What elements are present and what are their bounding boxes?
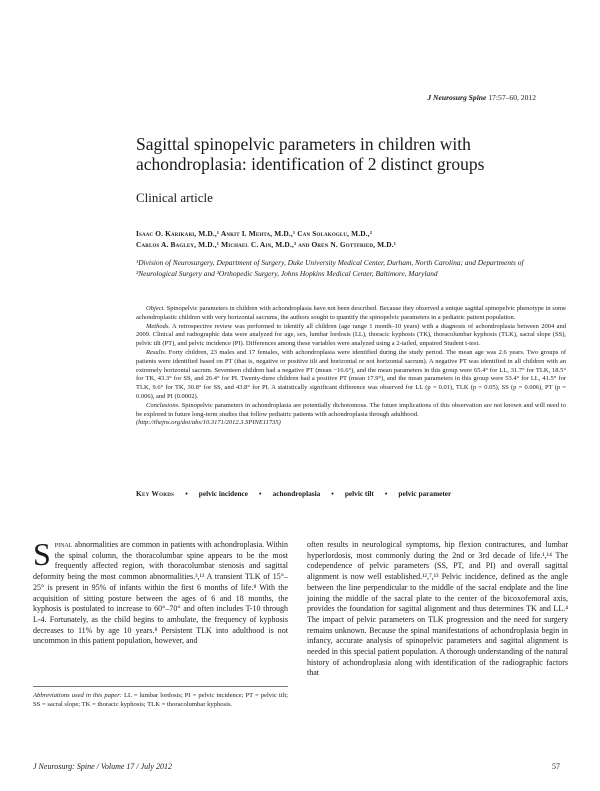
- running-head: [427, 93, 536, 102]
- affiliations: ¹Division of Neurosurgery, Department of Surgery, Duke University Medical Center, Durham, North Carolina; and Departments of ²Neurological Surgery and ³Orthopedic Surgery, Johns Hopkins Medical Center, Baltimore, Maryland: [136, 258, 524, 278]
- author-line-2: Carlos A. Bagley, M.D.,¹ Michael C. Ain, M.D.,³ and Oren N. Gottfried, M.D.¹: [136, 240, 397, 249]
- body-column-left: [33, 536, 288, 647]
- running-head-citation: 17:57–60, 2012: [488, 93, 536, 102]
- page-number: 57: [552, 762, 560, 771]
- abstract-object: [136, 305, 566, 323]
- abstract-methods-text: A retrospective review was performed to identify all children (age range 1 month–10 years) with a diagnosis of achondroplasia between 2004 and 2009. Clinical and radiographic data were analyzed for age, sex, lumbar lordosis (LL), thoracic kyphosis (TK), thoracolumbar kyphosis (TLK), sacral slope (SS), pelvic tilt (PT), and pelvic incidence (PI). Differences among these variables were analyzed using a 2-tailed, unpaired Student t-test.: [136, 322, 566, 348]
- bullet-separator: •: [384, 489, 388, 498]
- abstract-conclusions-text: Spinopelvic parameters in achondroplasia are potentially dichotomous. The future implications of this observation are not known and will need to be explored in future long-term studies that follow pediatric patients with achondroplasia through adulthood.: [136, 401, 566, 418]
- keyword: achondroplasia: [272, 489, 321, 498]
- keywords: [136, 488, 556, 499]
- abstract-results-text: Forty children, 23 males and 17 females, with achondroplasia were identified during the study period. The mean age was 2.6 years. Two groups of patients were identified based on PT (that is, negative or positive tilt and horizontal or not horizontal sacrum). A negative PT was identified in all children with an extremely horizontal sacrum. Seventeen children had a negative PT (mean −16.6°), and the mean parameters in this group were 65.4° for LL, 31.7° for TLK, 18.5° for TK, 43.3° for SS, and 26.4° for PI. Twenty-three children had a positive PT (mean 17.9°), and the mean parameters in this group were 53.4° for LL, 41.5° for TLK, 9.6° for TK, 30.8° for SS, and 43.8° for PI. A statistically significant difference was observed for LL (p = 0.01), TLK (p = 0.05), SS (p = 0.006), PT (p = 0.006), and PI (0.0002).: [136, 348, 567, 400]
- author-line-1: Isaac O. Karikari, M.D.,¹ Ankit I. Mehta, M.D.,¹ Can Solakoglu, M.D.,²: [136, 229, 373, 238]
- keyword: pelvic incidence: [198, 489, 249, 498]
- running-head-journal: J Neurosurg Spine: [427, 93, 487, 102]
- drop-cap: S: [33, 536, 51, 572]
- section-label: Clinical article: [136, 190, 213, 205]
- abstract-methods-head: Methods.: [146, 322, 171, 330]
- author-list: [136, 228, 566, 250]
- abstract-results: [136, 349, 566, 402]
- footnote-divider: [33, 686, 288, 687]
- abstract: [136, 305, 566, 428]
- bullet-separator: •: [331, 489, 334, 498]
- body-paragraph: often results in neurological symptoms, hip flexion contractures, and lumbar hyperlordosis, most commonly during the 2nd or 3rd decade of life.¹,¹⁴ The codependence of pelvic parameters (SS, PT, and PI) and overall sagittal alignment is now well established.¹²,⁷,¹³ Pelvic incidence, defined as the angle between the line perpendicular to the middle of the sacral endplate and the line joining the middle of the sacral plate to the center of the bicoxofemoral axis, provides the foundation for sagittal alignment and thus determines TK and LL.⁴ The impact of pelvic parameters on TLK progression and the need for surgery remains unknown. Because the spinal manifestations of achondroplasia begin in infancy, accurate analysis of spinopelvic parameters and sagittal alignment is needed in this special patient population. A thorough understanding of the natural history of achondroplasia along with identification of the radiographic factors that: [307, 540, 568, 678]
- abstract-conclusions: [136, 402, 566, 420]
- abstract-conclusions-head: Conclusions.: [146, 401, 180, 409]
- footer-journal: J Neurosurg: Spine / Volume 17 / July 2012: [33, 762, 172, 771]
- lead-in: pinal: [54, 540, 73, 549]
- body-paragraph: [33, 536, 288, 647]
- keywords-label: Key Words: [136, 489, 175, 498]
- bullet-separator: •: [259, 489, 262, 498]
- abstract-methods: [136, 323, 566, 349]
- abstract-object-head: Object.: [146, 305, 165, 312]
- abbreviations-text: LL = lumbar lordosis; PI = pelvic incidence; PT = pelvic tilt; SS = sacral slope; TK = thoracic kyphosis; TLK = thoracolumbar kyphosis.: [33, 692, 288, 708]
- bullet-separator: •: [185, 489, 188, 498]
- article-title: Sagittal spinopelvic parameters in children with achondroplasia: identification of 2 distinct groups: [136, 134, 485, 174]
- body-text: abnormalities are common in patients with achondroplasia. Within the spinal column, the thoracolumbar spine appears to be the most frequently affected region, with thoracolumbar stenosis and sagittal deformity being the most common abnormalities.³,¹³ A transient TLK of 15°–25° is present in 95% of infants within the first 6 months of life.⁸ With the acquisition of sitting posture between the ages of 6 and 18 months, the kyphosis is postulated to increase to 60°–70° and often includes T-10 through L-4. Fortunately, as the child begins to ambulate, the frequency of kyphosis decreases to 11% by age 10 years.⁸ Persistent TLK into adulthood is not uncommon in this patient population, however, and: [33, 540, 288, 646]
- keyword: pelvic tilt: [344, 489, 374, 498]
- abbreviations-head: Abbreviations used in this paper:: [33, 692, 122, 699]
- keyword: pelvic parameter: [398, 489, 452, 498]
- abstract-doi[interactable]: (http://thejns.org/doi/abs/10.3171/2012.3.SPINE11735): [136, 419, 281, 427]
- abstract-object-text: Spinopelvic parameters in children with achondroplasia have not been described. Because they observed a unique sagittal spinopelvic phenotype in some achondroplastic children with very horizontal sacrums, the authors sought to quantify the spinopelvic parameters in a pediatric patient population.: [136, 305, 566, 321]
- abbreviations-footnote: [33, 692, 288, 710]
- abstract-results-head: Results.: [146, 348, 167, 356]
- body-column-right: [307, 540, 568, 679]
